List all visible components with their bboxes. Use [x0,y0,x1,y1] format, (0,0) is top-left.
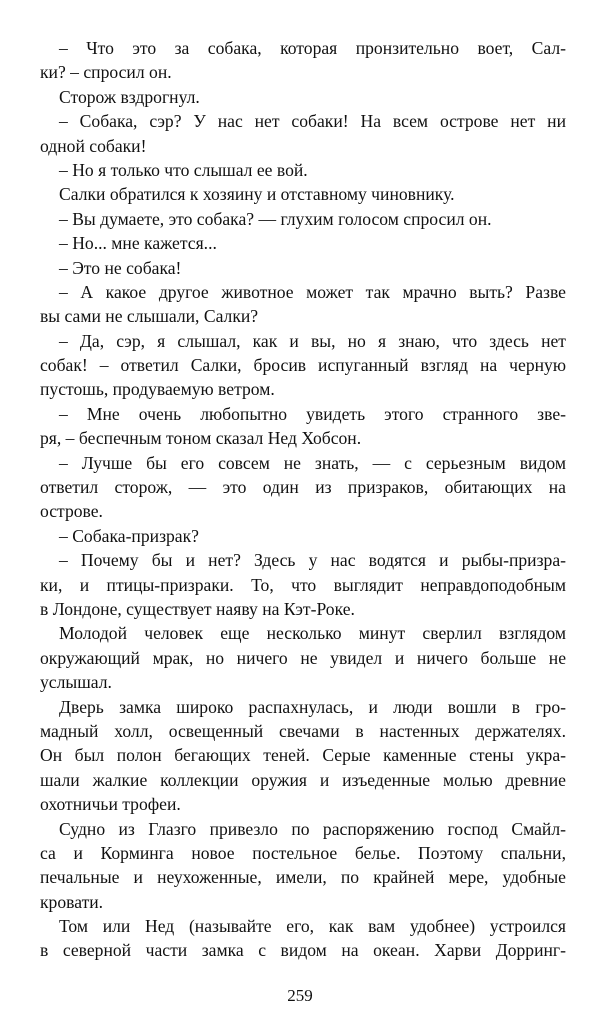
text-line: – Вы думаете, это собака? — глухим голосом спросил он. [59,208,492,229]
text-line: пустошь, продуваемую ветром. [40,379,275,400]
text-line: Судно из Глазго привезло по распоряжению господ Смайл- [59,818,566,839]
paragraph [40,36,566,85]
paragraph [40,329,566,402]
page-number: 259 [287,986,313,1005]
text-line: – Лучше бы его совсем не знать, — с серьезным видом [59,452,566,473]
text-line: – Мне очень любопытно увидеть этого странного зве- [59,403,566,424]
paragraph [40,451,566,524]
text-line: мадный холл, освещенный свечами в настенных держателях. [40,720,566,741]
paragraph [40,817,566,915]
text-line: шали жалкие коллекции оружия и изъеденные молью древние [40,769,566,790]
text-line: охотничьи трофеи. [40,794,181,815]
text-line: – Собака, сэр? У нас нет собаки! На всем острове нет ни [59,111,566,132]
text-line: Он был полон бегающих теней. Серые каменные стены укра- [40,745,566,766]
text-line: Дверь замка широко распахнулась, и люди вошли в гро- [59,696,566,717]
text-line: Молодой человек еще несколько минут сверлил взглядом [59,623,566,644]
text-line: в северной части замка с видом на океан. Харви Дорринг- [40,940,566,961]
text-line: – Но я только что слышал ее вой. [59,159,308,180]
book-page-text [40,36,566,963]
text-line: одной собаки! [40,135,147,156]
paragraph [40,158,566,182]
text-line: в Лондоне, существует наяву на Кэт-Роке. [40,598,355,619]
text-line: печальные и неухоженные, имели, по крайней мере, удобные [40,867,566,888]
paragraph [40,548,566,621]
text-line: Салки обратился к хозяину и отставному чиновнику. [59,184,455,205]
text-line: острове. [40,501,103,522]
text-line: ря, – беспечным тоном сказал Нед Хобсон. [40,428,362,449]
paragraph [40,621,566,694]
text-line: Сторож вздрогнул. [59,86,200,107]
paragraph [40,914,566,963]
text-line: кровати. [40,891,104,912]
text-line: – Да, сэр, я слышал, как и вы, но я знаю, что здесь нет [59,330,566,351]
text-line: – Собака-призрак? [59,525,199,546]
paragraph [40,231,566,255]
paragraph [40,402,566,451]
paragraph [40,280,566,329]
text-line: – Это не собака! [59,257,182,278]
text-line: окружающий мрак, но ничего не увидел и ничего больше не [40,647,566,668]
paragraph [40,524,566,548]
text-line: – Но... мне кажется... [59,233,217,254]
text-line: Том или Нед (называйте его, как вам удобнее) устроился [59,916,566,937]
text-line: собак! – ответил Салки, бросив испуганный взгляд на черную [40,355,566,376]
paragraph [40,85,566,109]
text-line: услышал. [40,672,112,693]
text-line: ки? – спросил он. [40,62,172,83]
text-line: вы сами не слышали, Салки? [40,306,259,327]
text-line: – Почему бы и нет? Здесь у нас водятся и рыбы-призра- [59,550,566,571]
text-line: – Что это за собака, которая пронзительно воет, Сал- [59,38,566,58]
paragraph [40,256,566,280]
text-line: ки, и птицы-призраки. То, что выглядит неправдоподобным [40,574,566,595]
text-line: – А какое другое животное может так мрачно выть? Разве [59,281,566,302]
paragraph [40,695,566,817]
paragraph [40,109,566,158]
text-line: ответил сторож, — это один из призраков, обитающих на [40,477,566,498]
text-line: са и Корминга новое постельное белье. Поэтому спальни, [40,842,566,863]
paragraph [40,207,566,231]
paragraph [40,182,566,206]
